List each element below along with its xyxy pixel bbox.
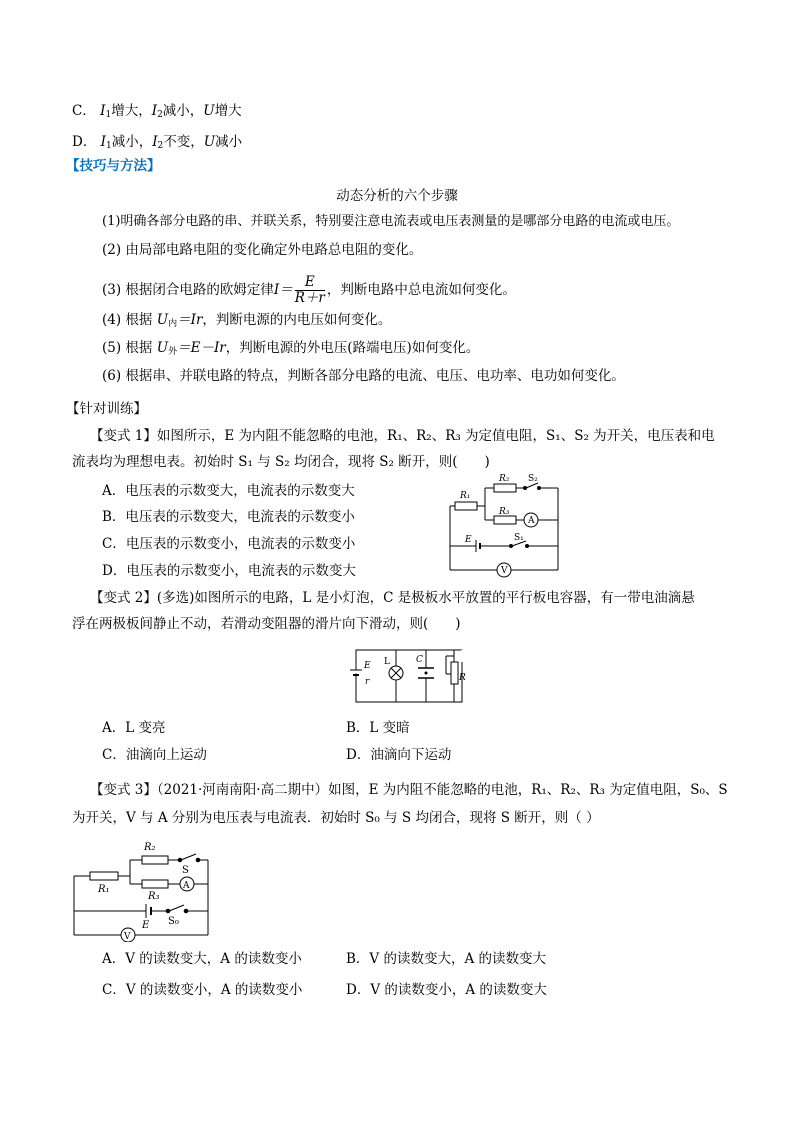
sub: 2 <box>157 110 163 120</box>
q3-option-d: D．V 的读数变小，A 的读数变大 <box>346 982 547 998</box>
question-text: 如图所示，E 为内阻不能忽略的电池，R₁、R₂、R₃ 为定值电阻，S₁、S₂ 为开关，电压表和电 <box>156 428 715 444</box>
switch-s0 <box>169 905 184 911</box>
q1-option-c: C．电压表的示数变小，电流表的示数变小 <box>102 536 356 552</box>
q2-option-b: B．L 变暗 <box>346 720 410 736</box>
q2-option-c: C．油滴向上运动 <box>102 747 207 763</box>
q2-line-1 <box>90 588 695 608</box>
option-c-prev <box>72 101 242 125</box>
q2-circuit-diagram <box>350 646 470 706</box>
sub: 1 <box>105 141 112 151</box>
rheostat-icon <box>451 662 458 684</box>
label-s1: S₁ <box>514 533 524 543</box>
q3-option-b: B．V 的读数变大，A 的读数变大 <box>346 951 547 967</box>
step-6: (6) 根据串、并联电路的特点，判断各部分电路的电流、电压、电功率、电功如何变化。 <box>102 368 625 384</box>
label-e: E <box>142 920 150 931</box>
var-u: U <box>203 134 216 150</box>
option-d-prev <box>72 132 242 156</box>
resistor-r3 <box>142 880 168 888</box>
label-rheostat: R <box>459 673 466 683</box>
option-prefix: C． <box>72 103 96 119</box>
var-u: U <box>156 312 169 328</box>
step-5-tail: ，判断电源的外电压(路端电压)如何变化。 <box>225 340 480 356</box>
label-e: E <box>465 535 472 545</box>
sub: 外 <box>168 347 178 357</box>
q2-option-d: D．油滴向下运动 <box>346 747 452 763</box>
var-i2: I <box>151 103 158 119</box>
text: 减小， <box>162 103 204 119</box>
methods-title: 动态分析的六个步骤 <box>336 188 458 204</box>
question-text: (多选)如图所示的电路，L 是小灯泡，C 是极板水平放置的平行板电容器，有一带电油滴悬 <box>156 590 695 606</box>
text: 增大， <box>111 103 152 119</box>
resistor-r1 <box>455 502 477 510</box>
formula-lhs: I＝ <box>273 282 293 298</box>
training-heading: 【针对训练】 <box>66 401 147 417</box>
q3-option-a: A．V 的读数变大，A 的读数变小 <box>102 951 302 967</box>
resistor-r1 <box>90 872 118 880</box>
step-1: (1)明确各部分电路的串、并联关系，特别要注意电流表或电压表测量的是哪部分电路的电流或电压。 <box>102 214 680 229</box>
formula-rhs: ＝Ir <box>177 312 203 328</box>
var-i2: I <box>152 134 158 150</box>
resistor-r2 <box>494 484 516 492</box>
q1-circuit-diagram <box>440 472 580 582</box>
oil-drop <box>425 672 428 675</box>
step-3 <box>102 275 516 306</box>
label-r2: R₂ <box>144 842 156 853</box>
step-4-text: (4) 根据 <box>102 312 157 328</box>
sub: 1 <box>105 110 112 120</box>
var-i1: I <box>100 134 106 150</box>
label-r1: R₁ <box>460 491 471 501</box>
label-c: C <box>416 655 423 665</box>
label-e: E <box>364 661 371 671</box>
label-r3: R₃ <box>499 507 510 517</box>
formula-rhs: ＝E－Ir <box>177 340 226 356</box>
question-label: 【变式 3】 <box>90 782 157 798</box>
q1-line-1 <box>90 426 715 446</box>
q1-line-2: 流表均为理想电表。初始时 S₁ 与 S₂ 均闭合，现将 S₂ 断开，则( ) <box>72 454 490 470</box>
step-3-text: (3) 根据闭合电路的欧姆定律 <box>102 282 274 298</box>
q1-option-b: B．电压表的示数变大，电流表的示数变小 <box>102 509 355 525</box>
label-ammeter: A <box>528 516 535 526</box>
label-r: r <box>365 677 370 687</box>
switch-s <box>181 854 196 860</box>
text: 减小， <box>111 134 153 150</box>
text: 减小 <box>215 134 243 150</box>
label-r3: R₃ <box>148 891 160 902</box>
step-3-tail: ，判断电路中总电流如何变化。 <box>326 282 516 298</box>
label-voltmeter: V <box>501 566 508 576</box>
label-l: L <box>384 657 390 667</box>
fraction-denominator: R＋r <box>294 290 325 306</box>
sub: 2 <box>157 141 164 151</box>
option-prefix: D． <box>72 134 97 150</box>
label-r1: R₁ <box>98 884 110 895</box>
step-4-tail: ，判断电源的内电压如何变化。 <box>202 312 392 328</box>
step-5-text: (5) 根据 <box>102 340 157 356</box>
step-4 <box>102 310 391 334</box>
question-label: 【变式 2】 <box>90 590 157 606</box>
var-u: U <box>203 103 215 119</box>
label-s: S <box>182 865 189 876</box>
fraction-numerator: E <box>295 275 325 291</box>
ohm-law-fraction <box>295 275 325 306</box>
q2-line-2: 浮在两极板间静止不动，若滑动变阻器的滑片向下滑动，则( ) <box>72 616 461 632</box>
label-s2: S₂ <box>528 474 538 484</box>
sub: 内 <box>168 319 178 329</box>
step-2: (2) 由局部电路电阻的变化确定外电路总电阻的变化。 <box>102 242 423 258</box>
step-5 <box>102 338 479 362</box>
resistor-r3 <box>494 516 516 524</box>
text: 增大 <box>214 103 242 119</box>
q3-circuit-diagram <box>70 836 215 942</box>
var-u: U <box>156 340 169 356</box>
q3-option-c: C．V 的读数变小，A 的读数变小 <box>102 982 303 998</box>
label-voltmeter: V <box>124 932 131 942</box>
text: 不变， <box>163 134 204 150</box>
question-text: （2021·河南南阳·高二期中）如图，E 为内阻不能忽略的电池，R₁、R₂、R₃ 为定值电阻，S₀、S <box>156 782 728 798</box>
q1-option-d: D．电压表的示数变小，电流表的示数变大 <box>102 563 356 579</box>
question-label: 【变式 1】 <box>90 428 157 444</box>
label-r2: R₂ <box>499 474 510 484</box>
q3-line-2: 为开关，V 与 A 分别为电压表与电流表．初始时 S₀ 与 S 均闭合，现将 S 断开，则（ ） <box>72 810 600 826</box>
methods-heading: 【技巧与方法】 <box>66 158 161 174</box>
q1-option-a: A．电压表的示数变大，电流表的示数变大 <box>102 483 355 499</box>
q3-line-1 <box>90 780 728 800</box>
resistor-r2 <box>142 856 168 864</box>
q2-option-a: A．L 变亮 <box>102 720 166 736</box>
var-i1: I <box>100 103 106 119</box>
label-s0: S₀ <box>168 916 179 927</box>
label-ammeter: A <box>183 881 190 891</box>
